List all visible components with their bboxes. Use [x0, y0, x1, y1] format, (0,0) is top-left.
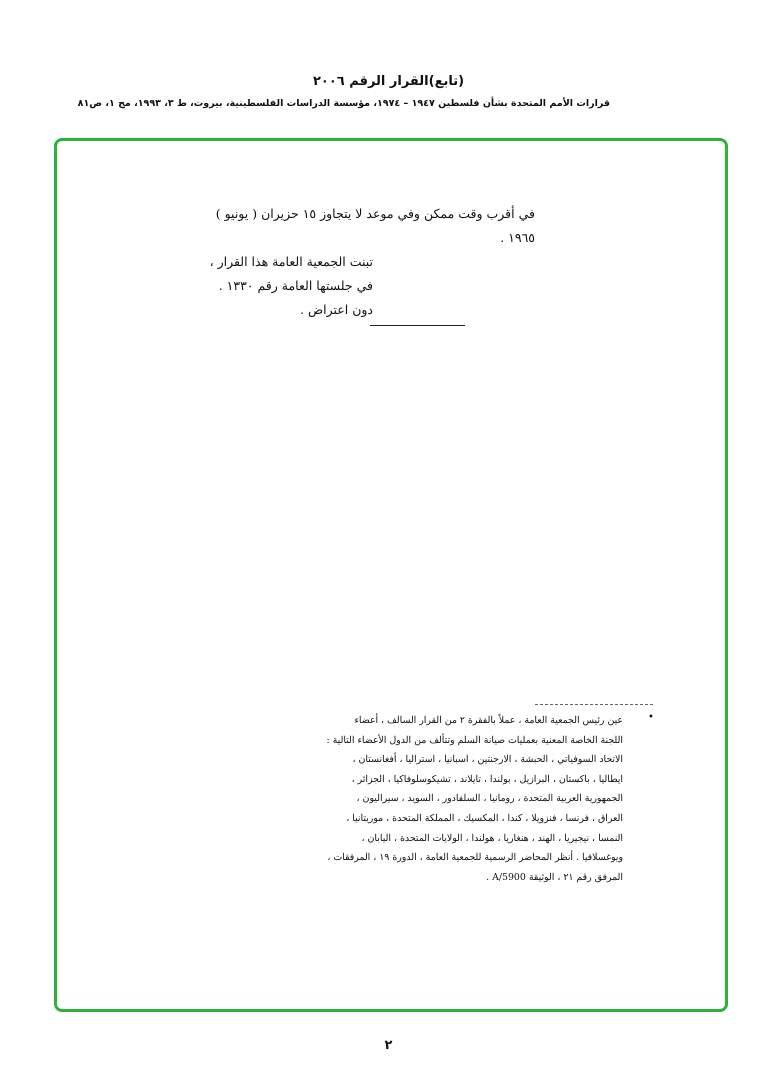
- footnote-line: المرفق رقم ٢١ ، الوثيقة A/5900 .: [486, 871, 623, 883]
- footnote-line: العراق ، فرنسا ، فنزويلا ، كندا ، المكسيك ، المملكة المتحدة ، موريتانيا ،: [346, 812, 623, 824]
- body-line: في أقرب وقت ممكن وفي موعد لا يتجاوز ١٥ حزيران ( يونيو ): [215, 206, 535, 221]
- page-number: ٢: [384, 1038, 393, 1053]
- footnote-line: عين رئيس الجمعية العامة ، عملاً بالفقرة ٢ من القرار السالف ، أعضاء: [354, 715, 623, 726]
- footnote-line: الجمهورية العربية المتحدة ، رومانيا ، السلفادور ، السويد ، سيراليون ،: [356, 793, 623, 805]
- body-line: ١٩٦٥ .: [500, 230, 535, 245]
- resolution-text: [160, 202, 535, 322]
- body-line: دون اعتراض .: [300, 302, 373, 317]
- document-title: (تابع)القرار الرقم ٢٠٠٦: [312, 74, 465, 89]
- footnote-separator: [535, 704, 653, 705]
- body-line: في جلستها العامة رقم ١٣٣٠ .: [218, 278, 373, 293]
- body-line: تبنت الجمعية العامة هذا القرار ،: [209, 254, 373, 269]
- footnote-line: ايطاليا ، باكستان ، البرازيل ، بولندا ، تايلاند ، تشيكوسلوفاكيا ، الجزائر ،: [351, 773, 623, 785]
- text-end-rule: [370, 325, 465, 326]
- footnote-line: اللجنة الخاصة المعنية بعمليات صيانة السلم وتتألف من الدول الأعضاء التالية :: [326, 734, 623, 746]
- footnote-marker: •: [648, 712, 654, 723]
- footnote-line: ويوغسلافيا . أنظر المحاضر الرسمية للجمعية العامة ، الدورة ١٩ ، المرفقات ،: [327, 852, 623, 864]
- footnote-line: الاتحاد السوفياتي ، الحبشة ، الارجنتين ، اسبانيا ، استراليا ، أفغانستان ،: [352, 754, 623, 766]
- footnote: [323, 711, 623, 887]
- source-citation: قرارات الأمم المتحدة بشأن فلسطين ١٩٤٧ – ١٩٧٤، مؤسسة الدراسات الفلسطينية، بيروت، ط ٣، ١٩٩٣، مج ١، ص٨١: [77, 98, 610, 109]
- footnote-line: النمسا ، نيجيريا ، الهند ، هنغاريا ، هولندا ، الولايات المتحدة ، اليابان ،: [361, 832, 623, 844]
